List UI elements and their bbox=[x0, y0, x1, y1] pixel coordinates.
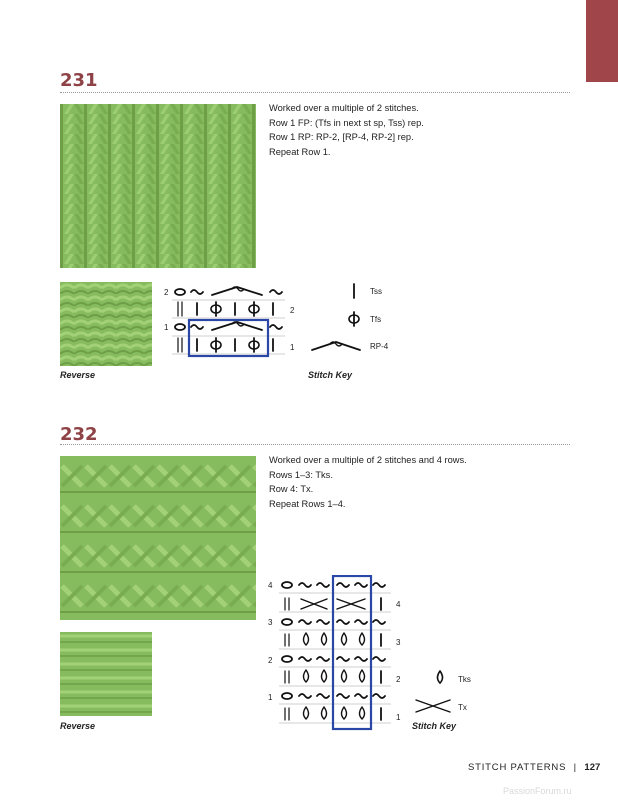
tks-symbol bbox=[438, 671, 443, 683]
row-number: 2 bbox=[268, 656, 273, 665]
row-number: 4 bbox=[268, 581, 273, 590]
instruction-line: Row 1 RP: RP-2, [RP-4, RP-2] rep. bbox=[269, 132, 414, 143]
row-number: 4 bbox=[396, 600, 401, 609]
stitch-key-symbols-232 bbox=[410, 666, 456, 718]
footer-separator: | bbox=[573, 762, 577, 773]
slip-symbol bbox=[270, 290, 282, 294]
key-label-tks: Tks bbox=[458, 675, 471, 684]
row-number: 3 bbox=[396, 638, 401, 647]
row-number: 2 bbox=[396, 675, 401, 684]
row-number: 1 bbox=[290, 343, 295, 352]
instruction-line: Repeat Row 1. bbox=[269, 146, 331, 157]
stitch-key-caption-232: Stitch Key bbox=[412, 721, 457, 731]
section-label: STITCH PATTERNS bbox=[468, 762, 567, 773]
instruction-line: Row 4: Tx. bbox=[269, 484, 314, 495]
reverse-swatch-photo-232 bbox=[60, 632, 152, 716]
row-number: 1 bbox=[164, 323, 169, 332]
row-number: 2 bbox=[290, 306, 295, 315]
instructions-232 bbox=[269, 453, 467, 511]
instruction-line: Repeat Rows 1–4. bbox=[269, 498, 346, 509]
pattern-number-231: 231 bbox=[60, 70, 98, 91]
tx-symbol bbox=[416, 700, 450, 712]
tx-symbol bbox=[301, 599, 327, 609]
reverse-caption-232: Reverse bbox=[60, 721, 96, 731]
page-footer bbox=[468, 762, 600, 773]
stitch-key-caption-231: Stitch Key bbox=[308, 370, 353, 380]
slip-symbol bbox=[191, 290, 203, 294]
reverse-swatch-photo-231 bbox=[60, 282, 152, 366]
section-divider bbox=[60, 92, 570, 93]
instruction-line: Worked over a multiple of 2 stitches. bbox=[269, 103, 419, 113]
instructions-231 bbox=[269, 101, 424, 159]
stitch-chart-231 bbox=[160, 280, 305, 360]
key-label-tx: Tx bbox=[458, 703, 467, 712]
swatch-photo-232 bbox=[60, 456, 256, 620]
chain-symbol bbox=[175, 289, 185, 295]
key-label-tfs: Tfs bbox=[370, 315, 382, 324]
row-number: 2 bbox=[164, 288, 169, 297]
row-number: 1 bbox=[396, 713, 401, 722]
key-label-tss: Tss bbox=[370, 287, 382, 296]
watermark: PassionForum.ru bbox=[503, 786, 572, 796]
swatch-photo-231 bbox=[60, 104, 256, 268]
instruction-line: Row 1 FP: (Tfs in next st sp, Tss) rep. bbox=[269, 117, 424, 128]
row-number: 3 bbox=[268, 618, 273, 627]
section-divider bbox=[60, 444, 570, 445]
key-label-rp4: RP-4 bbox=[370, 342, 389, 351]
stitch-chart-232 bbox=[275, 575, 400, 731]
pattern-number-232: 232 bbox=[60, 424, 98, 445]
reverse-caption-231: Reverse bbox=[60, 370, 96, 380]
instruction-line: Rows 1–3: Tks. bbox=[269, 469, 333, 480]
page-number: 127 bbox=[584, 762, 601, 773]
instruction-line: Worked over a multiple of 2 stitches and 4 rows. bbox=[269, 455, 467, 465]
row-number: 1 bbox=[268, 693, 273, 702]
stitch-key-symbols-231 bbox=[308, 280, 368, 360]
chapter-tab bbox=[586, 0, 618, 82]
